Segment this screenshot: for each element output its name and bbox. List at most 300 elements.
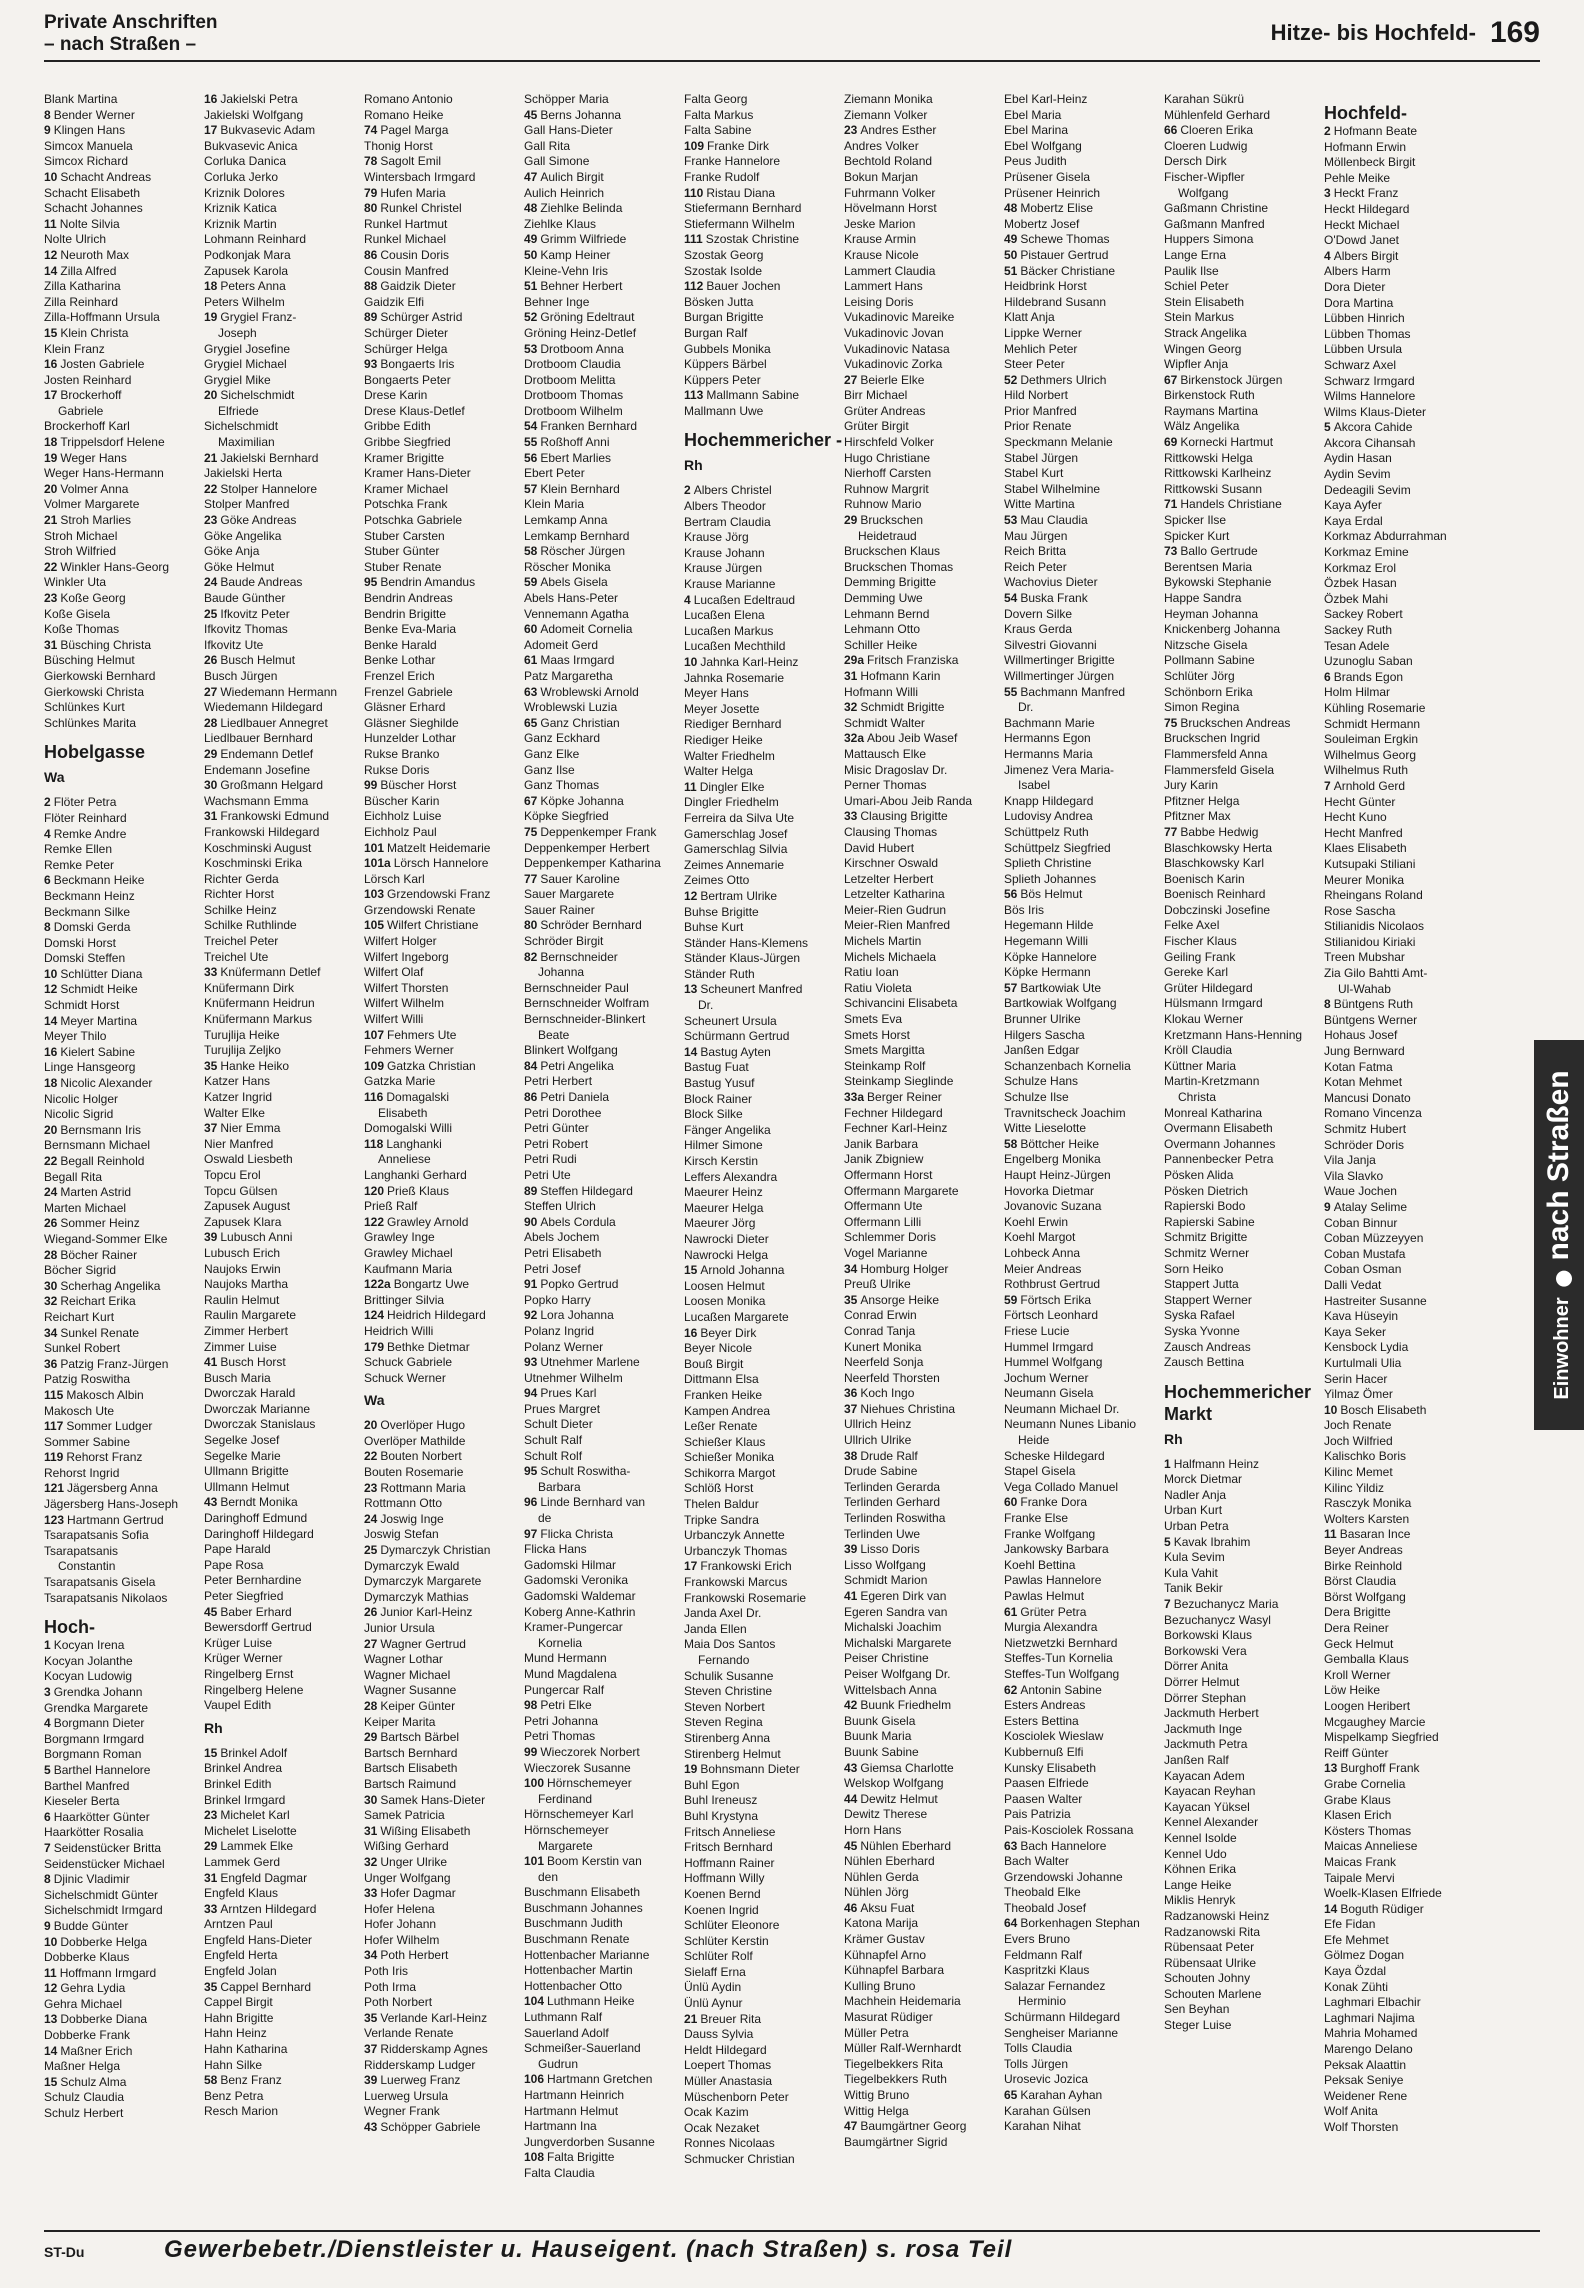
house-number: 37 [364,2042,378,2057]
resident-name: Daringhoff Hildegard [204,1526,314,1541]
resident-entry [364,1340,542,1356]
house-number: 121 [44,1481,65,1496]
resident-name: Janda Axel Dr. [684,1606,762,1621]
resident-name: Hufen Maria [380,185,446,200]
resident-name: Heckt Franz [1333,186,1399,201]
resident-name: Bendrin Brigitte [364,606,447,621]
house-number: 39 [364,2073,378,2088]
house-number: 4 [1324,248,1331,263]
resident-name: Wiedemann Hildegard [204,700,323,715]
resident-name: Lörsch Karl [364,871,425,886]
house-number: 20 [44,1122,58,1137]
resident-name: Tsarapatsanis [44,1543,119,1558]
house-number: 99 [364,778,378,793]
resident-entry [364,1948,542,1964]
resident-entry [684,764,862,780]
entry-continuation [1164,1090,1342,1106]
resident-name: Conrad Erwin [844,1308,917,1323]
resident-name: Klein Maria [524,497,585,512]
resident-entry [1164,326,1342,342]
house-number: 96 [524,1495,538,1510]
resident-name: Knapp Hildegard [1004,793,1094,808]
resident-name: Vila Janja [1324,1153,1376,1168]
resident-entry [1004,1480,1182,1496]
resident-entry [844,154,1022,170]
resident-name: Dobberke Frank [44,2028,131,2043]
house-number: 17 [44,388,58,403]
resident-entry [1164,248,1342,264]
resident-entry [1164,1769,1342,1785]
resident-entry [524,248,702,264]
resident-entry [684,1715,862,1731]
resident-name: Mallmann Sabine [706,388,800,403]
resident-entry [1004,903,1182,919]
resident-name: Dymarczyk Ewald [364,1558,460,1573]
resident-name: Christa [1178,1090,1217,1104]
resident-entry [1324,1434,1484,1450]
resident-entry [1324,1777,1484,1793]
resident-name: Dörrer Helmut [1164,1675,1240,1689]
resident-entry [44,1092,222,1108]
resident-name: Luthmann Ralf [524,2010,603,2025]
resident-entry [1164,170,1342,186]
resident-name: Eichholz Paul [364,824,437,839]
resident-name: Hunzelder Lothar [364,731,457,746]
resident-entry [1164,1956,1342,1972]
resident-name: Wegner Frank [364,2104,440,2119]
resident-entry [1004,529,1182,545]
resident-entry [364,1776,545,1793]
resident-name: Lucaßen Mechthild [684,639,786,654]
resident-name: Schmitz Hubert [1324,1122,1407,1136]
resident-name: Hartmann Helmut [524,2103,619,2118]
resident-name: Bernschneider Wolfram [524,996,650,1011]
resident-entry [844,435,1022,451]
resident-name: Rasczyk Monika [1324,1496,1412,1511]
resident-entry [364,2120,542,2136]
resident-name: Unger Wolfgang [364,1870,451,1885]
resident-entry [364,1074,542,1090]
resident-name: Sackey Ruth [1324,623,1393,637]
resident-name: Woelk-Klasen Elfriede [1324,1886,1442,1901]
resident-entry [364,435,542,451]
resident-entry [844,108,1022,124]
resident-name: Kurtulmali Ulia [1324,1355,1402,1370]
resident-entry [684,1014,862,1030]
resident-name: Joseph [218,325,257,340]
resident-entry [1164,1293,1342,1309]
resident-name: Stapel Gisela [1004,1464,1076,1479]
house-number: 101 [524,1854,545,1869]
resident-entry [1004,1199,1182,1215]
house-number: 118 [364,1136,384,1151]
house-number: 3 [44,1685,51,1699]
resident-entry [1164,1457,1342,1473]
resident-name: Morck Dietmar [1164,1472,1243,1487]
resident-name: Seidenstücker Michael [44,1856,165,1871]
house-number: 9 [44,1918,51,1933]
resident-entry [204,264,382,280]
resident-name: O'Dowd Janet [1324,233,1399,248]
resident-entry [1004,1792,1182,1808]
section-tab[interactable] [1534,1040,1584,1430]
house-number: 57 [524,481,538,496]
resident-name: Burghoff Frank [1340,1761,1420,1776]
resident-name: Bastug Yusuf [684,1076,755,1091]
resident-entry [524,92,702,108]
resident-name: Grendka Johann [53,1685,143,1699]
resident-name: Ridderskamp Ludger [364,2057,476,2072]
resident-name: Flammersfeld Gisela [1164,762,1275,777]
resident-name: Schürger Helga [364,341,448,356]
resident-name: Schröder Birgit [524,934,604,949]
resident-name: Volmer Margarete [44,497,140,512]
resident-name: Podkonjak Mara [204,247,291,262]
resident-name: Kaya Seker [1324,1324,1387,1339]
resident-entry [204,1683,382,1699]
resident-name: Fehmers Werner [364,1043,454,1058]
resident-entry [44,622,222,638]
resident-name: Ullrich Heinz [844,1417,912,1432]
resident-name: Schivancini Elisabeta [844,996,958,1011]
resident-name: Syska Yvonne [1164,1323,1240,1338]
resident-entry [364,1871,542,1887]
resident-entry [204,1214,385,1231]
resident-name: Büntgens Werner [1324,1012,1418,1027]
resident-entry [684,1622,862,1638]
resident-entry [1164,513,1342,529]
resident-entry [524,1698,702,1714]
house-number: 16 [204,92,218,106]
resident-entry [1324,1481,1484,1497]
resident-name: Lucaßen Edeltraud [693,592,796,607]
resident-name: Strack Angelika [1164,325,1247,340]
resident-name: Hegemann Hilde [1004,918,1094,933]
resident-name: Stappert Werner [1164,1292,1252,1307]
resident-entry [364,778,542,794]
resident-name: Richter Gerda [204,871,279,886]
resident-entry [1004,1324,1182,1340]
resident-entry [364,1980,542,1996]
resident-entry [44,1185,222,1201]
resident-name: Fritsch Franziska [867,653,959,668]
resident-name: Kennel Udo [1164,1846,1227,1861]
resident-name: Breuer Rita [700,2011,762,2026]
resident-name: Hohaus Josef [1324,1028,1398,1043]
resident-name: Benke Lothar [364,653,436,668]
resident-name: Turujlija Zeljko [204,1043,281,1058]
resident-entry [684,731,865,749]
resident-name: Happe Sandra [1164,591,1242,605]
resident-entry [1324,670,1484,686]
resident-name: Grygiel Mike [204,372,271,387]
resident-entry [844,1558,1022,1574]
house-number: 63 [524,684,538,699]
resident-name: Maeurer Helga [684,1200,764,1215]
resident-entry [364,872,542,888]
resident-entry [204,575,382,591]
resident-name: Grüter Hildegard [1164,980,1253,995]
resident-entry [204,1839,382,1855]
resident-entry [1324,2011,1484,2027]
resident-name: Ständer Klaus-Jürgen [684,951,801,966]
resident-entry [44,998,222,1014]
resident-name: Katona Marija [844,1916,919,1931]
resident-entry [844,92,1022,108]
resident-name: Nier Manfred [204,1136,274,1151]
resident-name: Dworczak Marianne [204,1401,311,1416]
resident-name: Dethmers Ulrich [1020,372,1107,387]
resident-name: Walter Helga [684,764,753,779]
resident-name: Sichelschmidt [204,419,279,434]
resident-name: Zilla Reinhard [44,294,119,309]
resident-entry [844,607,1022,623]
resident-name: Küppers Peter [684,372,761,387]
resident-name: Busch Jürgen [204,668,278,683]
resident-entry [204,2042,382,2058]
resident-name: Efe Mehmet [1324,1932,1389,1947]
resident-entry [44,2044,222,2060]
resident-name: Lucaßen Markus [684,623,774,638]
resident-name: Frenzel Gabriele [364,684,453,699]
resident-name: Peters Wilhelm [204,294,285,309]
resident-entry [204,685,382,701]
resident-name: Kretzmann Hans-Henning [1164,1027,1303,1042]
resident-entry [364,607,542,623]
resident-name: Coban Binnur [1324,1215,1398,1230]
resident-entry [204,1308,385,1324]
resident-entry [1164,653,1342,669]
resident-name: Urbanczyk Annette [684,1528,785,1543]
resident-name: Falta Markus [684,107,754,122]
resident-name: Lippke Werner [1004,325,1082,340]
resident-entry [844,763,1022,779]
resident-name: Kavak Ibrahim [1173,1534,1251,1549]
resident-entry [204,1651,382,1667]
resident-entry [844,1028,1022,1044]
resident-entry [684,279,862,295]
resident-entry [1004,638,1182,654]
resident-entry [1004,1807,1182,1823]
resident-entry [844,1527,1022,1543]
resident-entry [204,497,382,513]
resident-entry [44,889,222,905]
resident-entry [1004,1106,1182,1122]
resident-name: Polanz Ingrid [524,1323,595,1338]
section-title [44,12,218,56]
resident-entry [1004,154,1182,170]
entry-continuation [44,404,222,420]
resident-name: Margarete [538,1838,593,1853]
resident-entry [44,2012,222,2028]
resident-name: Nicolic Sigrid [44,1107,114,1122]
resident-name: Boom Kerstin van [547,1854,642,1869]
resident-name: Meyer Martina [60,1013,138,1028]
resident-entry [364,357,542,373]
resident-name: Frenzel Erich [364,668,435,683]
directory-column [524,92,705,2228]
resident-entry [844,1152,1022,1168]
resident-entry [1324,1340,1484,1356]
resident-name: Haarkötter Günter [53,1809,150,1824]
resident-name: Hartmann Gretchen [547,2072,653,2087]
resident-entry [1004,622,1182,638]
entry-continuation [524,2057,702,2073]
resident-name: Maicas Anneliese [1324,1839,1418,1854]
resident-name: Schmidt Marion [844,1573,928,1588]
resident-name: Drotboom Melitta [524,372,616,387]
resident-entry [204,638,382,654]
resident-name: Endemann Josefine [204,762,311,777]
resident-entry [844,1761,1022,1777]
resident-name: Schröder Doris [1324,1137,1405,1152]
house-number: 56 [1004,887,1018,902]
resident-name: Gribbe Siegfried [364,435,451,450]
resident-name: Domagalski [386,1090,450,1104]
resident-entry [364,139,542,155]
resident-entry [364,981,542,997]
house-number: 7 [1164,1597,1171,1612]
resident-entry [364,1418,542,1434]
resident-entry [1324,1730,1484,1746]
resident-name: Pawlas Helmut [1004,1589,1085,1603]
resident-entry [1164,1137,1342,1153]
resident-entry [684,1559,862,1575]
resident-entry [1164,638,1342,654]
resident-entry [1004,1636,1182,1652]
resident-entry [1004,1464,1182,1480]
resident-name: Daringhoff Edmund [204,1511,308,1526]
resident-name: Leßer Renate [684,1419,758,1434]
resident-name: Sauer Rainer [524,902,595,917]
resident-entry [524,1043,702,1059]
resident-name: Luthmann Heike [547,1994,635,2009]
resident-entry [524,1293,702,1309]
resident-name: Gamerschlag Josef [684,826,788,841]
resident-entry [524,1184,702,1200]
resident-name: Ganz Ilse [524,762,575,777]
resident-name: Antonin Sabine [1020,1682,1102,1697]
resident-name: Wilhelmus Georg [1324,747,1417,762]
house-number: 26 [364,1605,378,1620]
resident-name: Stein Elisabeth [1164,294,1245,309]
resident-entry [204,763,382,779]
resident-name: Kühling Rosemarie [1324,700,1426,715]
resident-entry [204,201,382,217]
resident-name: Buunk Friedhelm [860,1698,952,1713]
resident-entry [1004,1511,1182,1527]
resident-name: Terlinden Uwe [844,1526,921,1541]
resident-name: Silvestri Giovanni [1004,637,1097,652]
house-number: 43 [364,2120,378,2134]
resident-entry [1164,1987,1342,2003]
resident-entry [1164,763,1342,779]
resident-name: Schikorra Margot [684,1465,776,1480]
resident-entry [844,1199,1022,1215]
resident-name: Bruckschen Ingrid [1164,731,1261,746]
resident-name: Ansorge Heike [860,1292,940,1307]
resident-name: Ullmann Helmut [204,1479,290,1494]
resident-entry [204,1230,382,1246]
resident-entry [1324,155,1484,171]
resident-entry [684,1934,862,1950]
resident-name: Bastug Ayten [700,1044,771,1059]
house-number: 10 [1324,1402,1338,1417]
resident-entry [524,217,702,233]
resident-name: Bartsch Bernhard [364,1745,458,1760]
resident-name: Bäcker Christiane [1020,263,1116,278]
resident-entry [844,622,1022,638]
resident-name: Burgan Ralf [684,325,748,340]
house-number: 35 [204,1979,218,1994]
resident-entry [1164,950,1342,966]
resident-name: Josten Gabriele [60,357,145,372]
resident-entry [44,1513,222,1529]
resident-entry [524,466,702,482]
resident-name: Kava Hüseyin [1324,1309,1399,1324]
resident-entry [684,686,862,702]
page-range [1271,16,1540,50]
resident-entry [364,108,542,124]
resident-entry [684,2058,862,2074]
resident-name: Gehra Michael [44,1996,123,2011]
resident-entry [44,326,222,342]
resident-name: Schouten Johny [1164,1971,1251,1986]
resident-name: Makosch Albin [66,1387,144,1402]
resident-entry [1164,841,1342,857]
resident-name: Meyer Thilo [44,1029,107,1044]
resident-entry [1164,887,1342,903]
resident-entry [684,248,862,264]
resident-name: Laghmari Elbachir [1324,1995,1421,2010]
resident-entry [844,1059,1022,1075]
resident-entry [204,1871,382,1887]
resident-name: Tsarapatsanis Sofia [44,1528,149,1543]
resident-entry [1324,2026,1484,2042]
resident-entry [1324,1855,1484,1871]
resident-name: Hörnschemeyer Karl [524,1807,634,1822]
resident-entry [1324,1886,1484,1902]
resident-name: Kleine-Vehn Iris [524,263,609,278]
house-number: 67 [524,793,538,808]
resident-entry [524,1620,702,1636]
resident-name: Blinkert Wolfgang [524,1043,618,1058]
resident-entry [844,1916,1022,1932]
resident-entry [684,499,862,515]
resident-name: Borkowski Klaus [1164,1628,1253,1643]
resident-entry [1324,1995,1484,2011]
house-number: 73 [1164,544,1178,559]
resident-entry [1324,1543,1484,1559]
resident-name: Bongaerts Iris [380,357,455,372]
resident-name: Grabe Cornelia [1324,1776,1406,1791]
resident-name: Nicolic Alexander [60,1076,153,1091]
resident-name: Huppers Simona [1164,232,1254,247]
house-number: 28 [364,1698,378,1713]
resident-name: Bohnsmann Dieter [700,1762,800,1777]
resident-entry [684,186,862,202]
resident-name: Prues Margret [524,1401,601,1416]
resident-entry [204,139,382,155]
resident-name: Schürmann Hildegard [1004,2010,1121,2025]
resident-name: Overmann Johannes [1164,1136,1276,1151]
resident-entry [1004,1449,1182,1465]
resident-name: Birkenstock Ruth [1164,388,1255,403]
resident-entry [844,1137,1022,1153]
resident-entry [684,936,862,952]
resident-name: Flammersfeld Anna [1164,746,1268,761]
resident-name: Kriznik Dolores [204,185,285,200]
